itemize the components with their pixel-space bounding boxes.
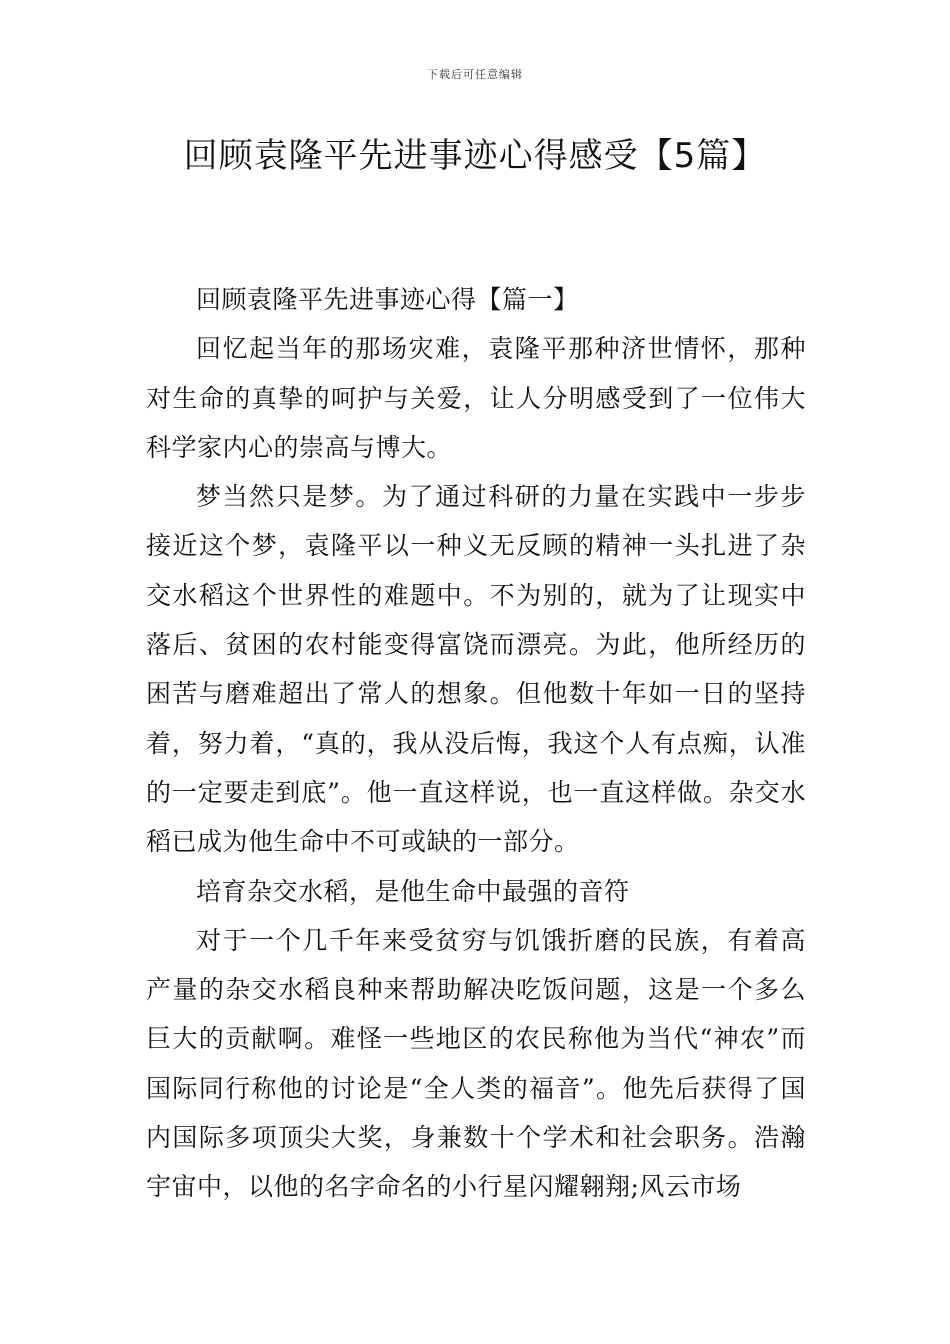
- document-body: [146, 275, 806, 1212]
- body-paragraph: 梦当然只是梦。为了通过科研的力量在实践中一步步接近这个梦，袁隆平以一种义无反顾的精神一头扎进了杂交水稻这个世界性的难题中。不为别的，就为了让现实中落后、贫困的农村能变得富饶而漂亮。为此，他所经历的困苦与磨难超出了常人的想象。但他数十年如一日的坚持着，努力着，“真的，我从没后悔，我这个人有点痴，认准的一定要走到底”。他一直这样说，也一直这样做。杂交水稻已成为他生命中不可或缺的一部分。: [146, 482, 806, 857]
- document-title: 回顾袁隆平先进事迹心得感受【5篇】: [183, 136, 767, 176]
- page-header-note: 下载后可任意编辑: [427, 68, 523, 81]
- body-paragraph: 回忆起当年的那场灾难，袁隆平那种济世情怀，那种对生命的真挚的呵护与关爱，让人分明感受到了一位伟大科学家内心的崇高与博大。: [146, 334, 806, 462]
- subheading-paragraph: 培育杂交水稻，是他生命中最强的音符: [196, 876, 630, 906]
- body-paragraph: 对于一个几千年来受贫穷与饥饿折磨的民族，有着高产量的杂交水稻良种来帮助解决吃饭问题，这是一个多么巨大的贡献啊。难怪一些地区的农民称他为当代“神农”而国际同行称他的讨论是“全人类的福音”。他先后获得了国内国际多项顶尖大奖，身兼数十个学术和社会职务。浩瀚宇宙中，以他的名字命名的小行星闪耀翱翔;风云市场: [146, 925, 806, 1202]
- section-heading: 回顾袁隆平先进事迹心得【篇一】: [196, 285, 579, 314]
